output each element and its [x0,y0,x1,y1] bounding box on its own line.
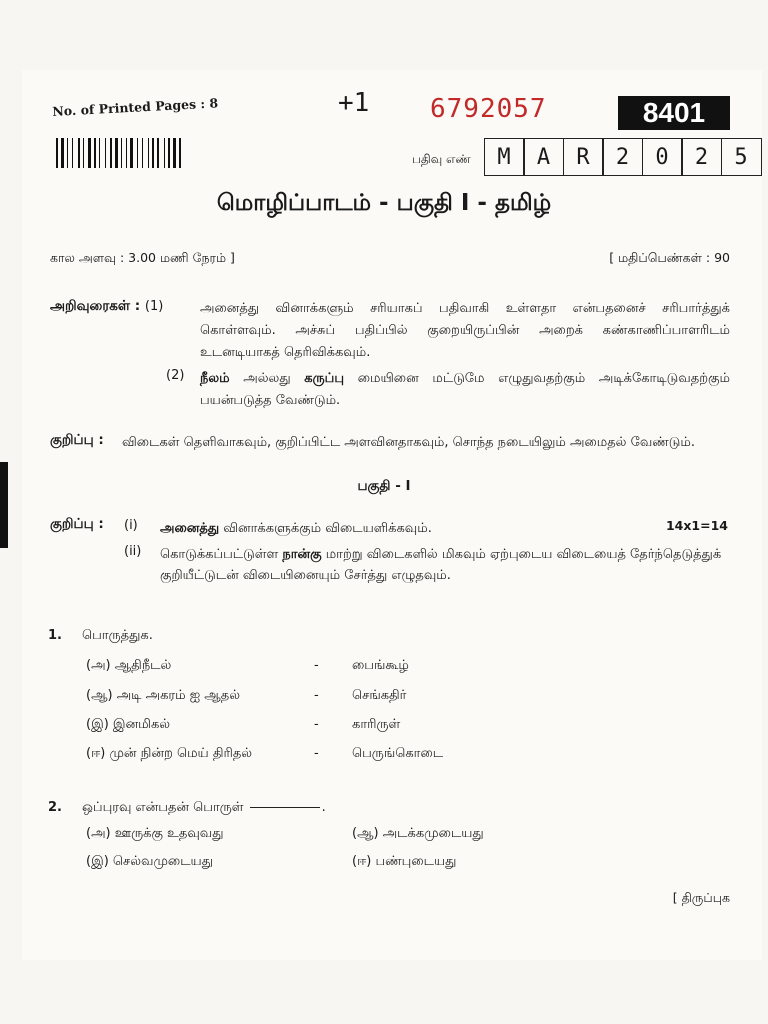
barcode-bar [99,138,100,168]
barcode-bar [177,138,178,168]
question-stem-text: ஒப்புரவு என்பதன் பொருள் [82,800,244,815]
match-right: செங்கதிர் [352,688,407,703]
barcode-bar [88,138,91,168]
barcode-bar [144,138,147,168]
barcode-bar [166,138,167,168]
question-number: 2. [48,800,62,815]
barcode-bar [83,138,84,168]
section-note-number: (ii) [124,544,142,559]
barcode-bar [139,138,141,168]
barcode-bar [115,138,118,168]
match-right: பெருங்கொடை [352,746,444,761]
section-note-number: (i) [124,518,138,533]
section-note-fragment: கொடுக்கப்பட்டுள்ள [160,547,283,562]
instruction-text-1: அனைத்து வினாக்களும் சரியாகப் பதிவாகி உள்ளதா என்பதனைச் சரிபார்த்துக் கொள்ளவும். அச்சுப் பதிப்பில் குறையிருப்பின் அறைக் கண்காணிப்பாளரிடம் உடனடியாகத் தெரிவிக்கவும். [200,301,730,360]
barcode-bar [69,138,71,168]
barcode-bar [121,138,122,168]
match-dash: - [314,658,319,673]
barcode-bar [137,138,138,168]
register-char-box: M [484,138,525,176]
option-d: (ஈ) பண்புடையது [352,854,457,869]
barcode-bar [94,138,96,168]
barcode-bar [164,138,165,168]
section-marks: 14x1=14 [665,518,728,533]
barcode-bar [85,138,87,168]
question-number: 1. [48,628,62,643]
match-right: காரிருள் [352,717,401,732]
register-number-boxes [485,138,762,176]
barcode-bar [173,138,176,168]
register-char-box: 2 [681,138,722,176]
barcode-bar [160,138,163,168]
barcode-bar [155,138,156,168]
turn-over-note: [ திருப்புக [672,890,730,905]
register-char-box: 0 [642,138,683,176]
option-b: (ஆ) அடக்கமுடையது [352,826,484,841]
register-char-box: R [563,138,604,176]
barcode-bar [119,138,120,168]
barcode-bar [157,138,159,168]
barcode-bar [168,138,170,168]
question-stem [82,800,326,816]
question-stem: பொருத்துக. [82,628,153,643]
barcode-bar [128,138,129,168]
note-text: விடைகள் தெளிவாகவும், குறிப்பிட்ட அளவினதாகவும், சொந்த நடையிலும் அமைதல் வேண்டும். [122,435,696,450]
barcode-bar [74,138,77,168]
barcode-bar [171,138,172,168]
barcode-bar [123,138,125,168]
printed-pages: No. of Printed Pages : 8 [52,95,219,119]
section-note-fragment: வினாக்களுக்கும் விடையளிக்கவும். [219,521,432,536]
max-marks: [ மதிப்பெண்கள் : 90 [609,250,730,265]
match-right: பைங்கூழ் [352,658,409,673]
match-dash: - [314,746,319,761]
option-a: (அ) ஊருக்கு உதவுவது [86,826,224,841]
instruction-number: (1) [144,299,164,314]
register-char-box: 5 [721,138,762,176]
match-left: (ஆ) அடி அகரம் ஐ ஆதல் [86,688,240,703]
answer-blank [250,807,320,808]
instruction-number: (2) [166,368,185,383]
barcode-bar [56,138,58,168]
instruction-fragment: அல்லது [229,371,305,386]
barcode-bar [78,138,80,168]
scan-edge-mark [0,462,8,548]
section-note-label: குறிப்பு : [50,516,104,532]
barcode-bar [110,138,112,168]
match-left: (ஈ) முன் நின்ற மெய் திரிதல் [86,746,253,761]
exam-duration: கால அளவு : 3.00 மணி நேரம் ] [50,250,235,265]
bold-word-blue: நீலம் [200,371,230,386]
barcode-bar [179,138,181,168]
barcode-bar [81,138,82,168]
barcode-bar [134,138,136,168]
barcode-bar [152,138,154,168]
bold-word-black: கருப்பு [304,371,344,386]
match-dash: - [314,717,319,732]
match-left: (அ) ஆதிநீடல் [86,658,172,673]
option-c: (இ) செல்வமுடையது [86,854,213,869]
question-stem-end: . [321,800,326,815]
barcode [56,138,231,168]
barcode-bar [92,138,93,168]
barcode-bar [148,138,149,168]
section-title: பகுதி - I [357,478,411,494]
note-label: குறிப்பு : [50,432,104,448]
paper-title: மொழிப்பாடம் - பகுதி I - தமிழ் [216,190,552,216]
barcode-bar [113,138,114,168]
barcode-bar [142,138,143,168]
barcode-bar [105,138,106,168]
section-note-text-2 [160,544,732,586]
instruction-text-2 [200,368,730,412]
register-char-box: 2 [602,138,643,176]
barcode-bar [61,138,64,168]
barcode-bar [65,138,66,168]
instruction-fragment: மையினை மட்டுமே எழுதுவதற்கும் அடிக்கோடிடுவதற்கும் பயன்படுத்த வேண்டும். [200,371,730,408]
match-left: (இ) இனமிகல் [86,717,171,732]
barcode-bar [101,138,104,168]
barcode-bar [59,138,60,168]
match-dash: - [314,688,319,703]
register-label: பதிவு எண் [412,152,471,166]
barcode-bar [126,138,127,168]
handwritten-mark: +1 [338,88,370,118]
barcode-bar [67,138,68,168]
barcode-bar [107,138,109,168]
bold-word: நான்கு [282,547,322,562]
serial-number: 6792057 [430,94,547,124]
barcode-bar [150,138,151,168]
bold-word: அனைத்து [160,521,220,536]
paper-code: 8401 [618,96,730,130]
instructions-label [50,298,163,316]
section-note-text-1 [160,518,732,539]
section-note-fragment: மாற்று விடைகளில் மிகவும் ஏற்புடைய விடையைத் தேர்ந்தெடுத்துக் குறியீட்டுடன் விடையினையும் சேர்த்து எழுதவும். [160,547,722,583]
instructions-label-text: அறிவுரைகள் : [50,298,141,314]
barcode-bar [97,138,98,168]
barcode-bar [130,138,133,168]
barcode-bar [72,138,73,168]
register-char-box: A [523,138,564,176]
